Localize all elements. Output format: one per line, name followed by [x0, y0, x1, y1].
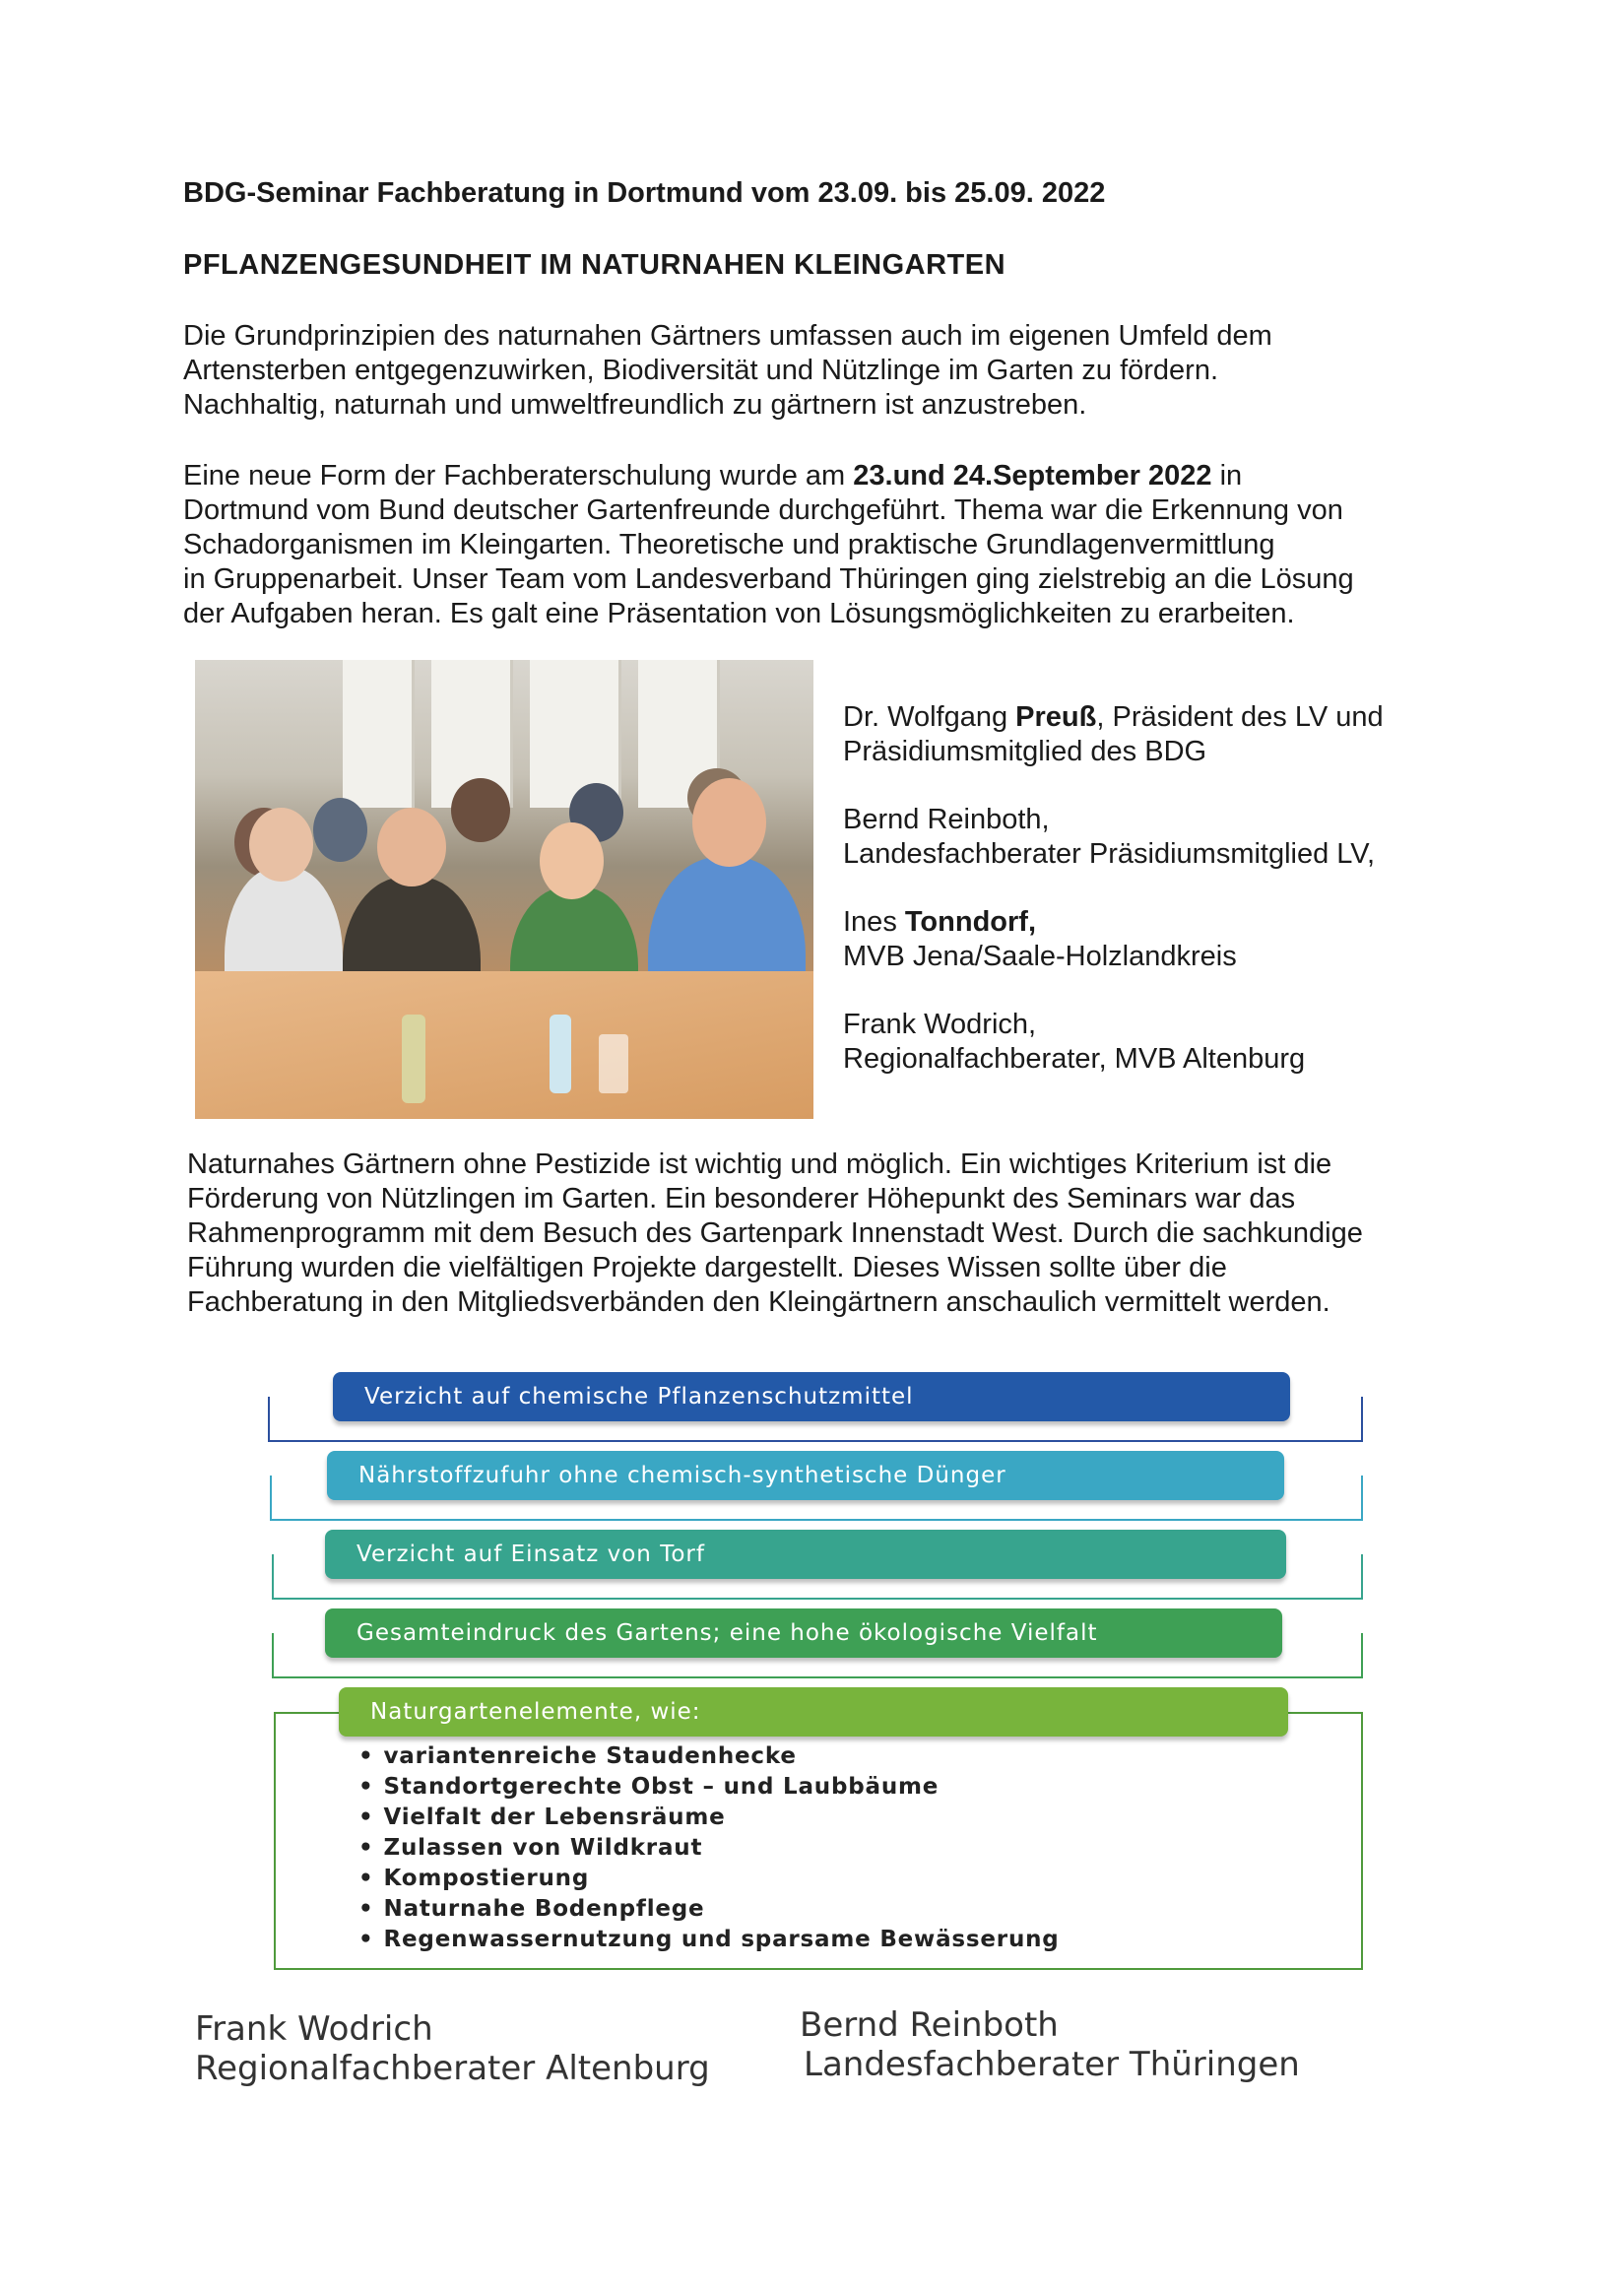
diagram-bar-4: Gesamteindruck des Gartens; eine hohe ökologische Vielfalt	[325, 1608, 1282, 1658]
signature-name: Frank Wodrich	[195, 2009, 433, 2049]
closing-line: Rahmenprogramm mit dem Besuch des Gartenpark Innenstadt West. Durch die sachkundige	[187, 1217, 1363, 1249]
signature-role: Landesfachberater Thüringen	[804, 2045, 1300, 2084]
list-item: • Kompostierung	[358, 1864, 1060, 1894]
seminar-paragraph	[183, 459, 1354, 631]
signature-role: Regionalfachberater Altenburg	[195, 2049, 710, 2088]
seminar-line-text: Eine neue Form der Fachberaterschulung wurde am	[183, 460, 854, 492]
group-photo	[195, 660, 813, 1119]
photo-caption	[843, 700, 1384, 1077]
closing-line: Förderung von Nützlingen im Garten. Ein besonderer Höhepunkt des Seminars war das	[187, 1183, 1296, 1214]
seminar-line: in Gruppenarbeit. Unser Team vom Landesverband Thüringen ging zielstrebig an die Lösung	[183, 563, 1354, 595]
caption-line	[843, 905, 1384, 940]
caption-line: Regionalfachberater, MVB Altenburg	[843, 1043, 1306, 1075]
signature-name: Bernd Reinboth	[800, 2005, 1059, 2045]
caption-name: Preuß	[1015, 701, 1097, 733]
caption-line: Frank Wodrich,	[843, 1009, 1037, 1040]
signature-right	[800, 2005, 1300, 2084]
intro-paragraph	[183, 319, 1272, 423]
list-item: • Vielfalt der Lebensräume	[358, 1803, 1060, 1833]
caption-text: , Präsident des LV und	[1096, 701, 1384, 733]
signature-left	[195, 2009, 710, 2088]
list-item: • Naturnahe Bodenpflege	[358, 1894, 1060, 1925]
list-item: • Regenwassernutzung und sparsame Bewässerung	[358, 1925, 1060, 1955]
seminar-date: 23.und 24.September 2022	[853, 460, 1212, 492]
seminar-line-text: in	[1211, 460, 1243, 492]
caption-line: MVB Jena/Saale-Holzlandkreis	[843, 941, 1237, 972]
diagram-bar-1: Verzicht auf chemische Pflanzenschutzmittel	[333, 1372, 1290, 1421]
document-subtitle: PFLANZENGESUNDHEIT IM NATURNAHEN KLEINGARTEN	[183, 249, 1006, 281]
caption-text: Dr. Wolfgang	[843, 701, 1016, 733]
closing-line: Fachberatung in den Mitgliedsverbänden den Kleingärtnern anschaulich vermittelt werden.	[187, 1286, 1330, 1318]
intro-line: Artensterben entgegenzuwirken, Biodiversität und Nützlinge im Garten zu fördern.	[183, 355, 1219, 386]
closing-line: Führung wurden die vielfältigen Projekte dargestellt. Dieses Wissen sollte über die	[187, 1252, 1227, 1283]
caption-line: Landesfachberater Präsidiumsmitglied LV,	[843, 838, 1376, 870]
seminar-line: Schadorganismen im Kleingarten. Theoretische und praktische Grundlagenvermittlung	[183, 529, 1275, 560]
seminar-line: der Aufgaben heran. Es galt eine Präsentation von Lösungsmöglichkeiten zu erarbeiten.	[183, 598, 1295, 629]
intro-line: Die Grundprinzipien des naturnahen Gärtners umfassen auch im eigenen Umfeld dem	[183, 320, 1272, 352]
caption-name: Tonndorf,	[904, 906, 1037, 938]
seminar-line	[183, 459, 1354, 493]
closing-paragraph	[187, 1148, 1363, 1320]
seminar-line: Dortmund vom Bund deutscher Gartenfreunde durchgeführt. Thema war die Erkennung von	[183, 494, 1343, 526]
diagram-bar-3: Verzicht auf Einsatz von Torf	[325, 1530, 1286, 1579]
caption-text: Ines	[843, 906, 905, 938]
list-item: • Standortgerechte Obst – und Laubbäume	[358, 1772, 1060, 1803]
intro-line: Nachhaltig, naturnah und umweltfreundlich zu gärtnern ist anzustreben.	[183, 389, 1087, 421]
caption-line: Präsidiumsmitglied des BDG	[843, 736, 1207, 767]
naturgarten-list	[358, 1741, 1060, 1955]
list-item: • variantenreiche Staudenhecke	[358, 1741, 1060, 1772]
caption-line: Bernd Reinboth,	[843, 804, 1050, 835]
diagram-bar-5: Naturgartenelemente, wie:	[339, 1687, 1288, 1737]
caption-line	[843, 700, 1384, 735]
diagram-bar-2: Nährstoffzufuhr ohne chemisch-synthetische Dünger	[327, 1451, 1284, 1500]
document-title: BDG-Seminar Fachberatung in Dortmund vom 23.09. bis 25.09. 2022	[183, 177, 1106, 209]
list-item: • Zulassen von Wildkraut	[358, 1833, 1060, 1864]
closing-line: Naturnahes Gärtnern ohne Pestizide ist wichtig und möglich. Ein wichtiges Kriterium ist die	[187, 1148, 1332, 1180]
